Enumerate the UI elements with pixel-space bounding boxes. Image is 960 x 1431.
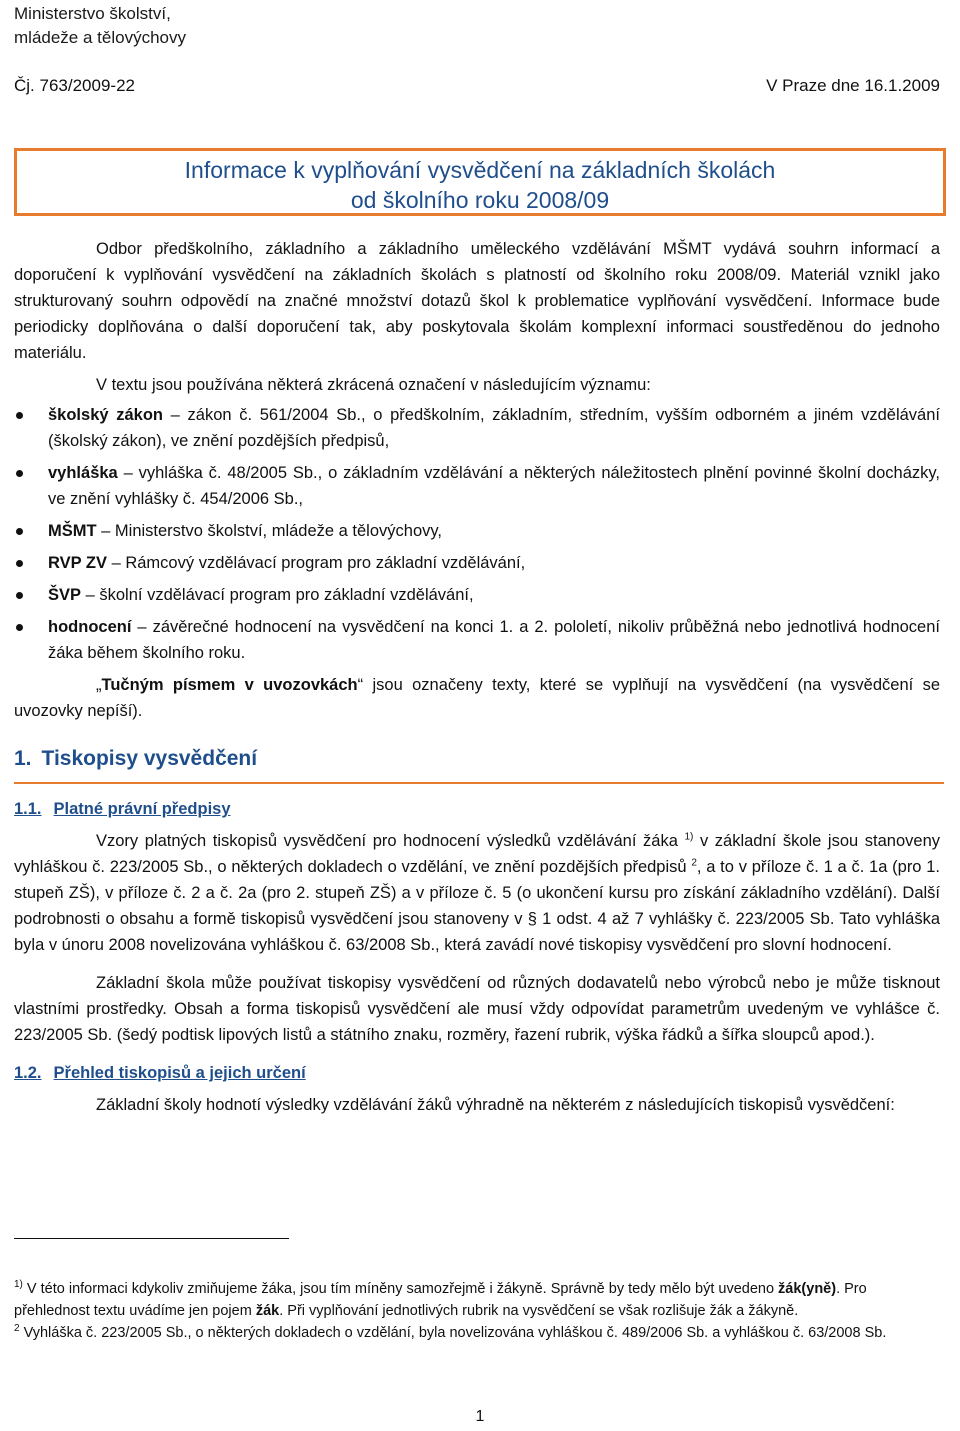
section-heading-1 [14, 746, 944, 784]
definition-term: ŠVP [48, 586, 82, 604]
subsection-number: 1.2. [14, 1064, 42, 1082]
definition-text: – Ministerstvo školství, mládeže a tělovýchovy, [96, 522, 442, 540]
list-item [14, 460, 940, 512]
section-title: Tiskopisy vysvědčení [41, 747, 258, 770]
definition-term: MŠMT [48, 522, 97, 540]
definition-text: – zákon č. 561/2004 Sb., o předškolním, základním, středním, vyšším odborném a jiném vzdělávání (školský zákon), ve znění pozdějších předpisů, [48, 406, 940, 450]
close-quote: “ [357, 676, 364, 694]
definition-term: hodnocení [48, 618, 132, 636]
note-text: jsou označeny texty, které se vyplňují na vysvědčení (na vysvědčení se uvozovky nepíší). [14, 676, 941, 720]
definition-text: – školní vzdělávací program pro základní vzdělávání, [81, 586, 474, 604]
section-heading-1-2 [14, 1060, 940, 1086]
list-item [14, 518, 940, 544]
footnote-mark-1: 1) [14, 1279, 23, 1291]
bold-run: žák [255, 1303, 280, 1319]
list-item [14, 402, 940, 454]
definition-term: RVP ZV [48, 554, 107, 572]
text-run: Vyhláška č. 223/2005 Sb., o některých dokladech o vzdělání, byla novelizována vyhláškou č. 489/2006 Sb. a vyhláškou č. 63/2008 Sb. [19, 1325, 887, 1341]
section-heading-1-1 [14, 796, 940, 822]
forms-paragraph: Základní škola může používat tiskopisy vysvědčení od různých dodavatelů nebo výrobců nebo je může tisknout vlastními prostředky. Obsah a forma tiskopisů vysvědčení ale musí vždy odpovídat parametrům uvedeným ve vyhlášce č. 223/2005 Sb. (šedý podtisk lipových listů a státního znaku, rozměry, řazení rubrik, výška řádků a šířka sloupců apod.). [14, 974, 940, 1044]
reference-row [14, 74, 940, 98]
text-run: V této informaci kdykoliv zmiňujeme žáka, jsou tím míněny samozřejmě i žákyně. Správně by tedy mělo být uvedeno [22, 1281, 779, 1297]
reference-number: Čj. 763/2009-22 [14, 76, 135, 95]
document-title [14, 148, 946, 216]
text-run: . Při vyplňování jednotlivých rubrik na vysvědčení se však rozlišuje žák a žákyně. [279, 1303, 799, 1319]
ministry-name [14, 2, 186, 50]
subsection-title: Přehled tiskopisů a jejich určení [53, 1064, 306, 1082]
title-line-1: Informace k vyplňování vysvědčení na základních školách [184, 157, 776, 183]
definition-text: – Rámcový vzdělávací program pro základní vzdělávání, [107, 554, 526, 572]
subsection-title: Platné právní předpisy [53, 800, 231, 818]
definition-term: vyhláška [48, 464, 118, 482]
open-quote: „ [96, 676, 102, 694]
footnote-1 [14, 1278, 939, 1322]
ministry-line-2: mládeže a tělovýchovy [14, 28, 186, 47]
footnote-mark-2: 2 [14, 1323, 20, 1335]
definition-term: školský zákon [48, 406, 163, 424]
text-run: . Pro přehlednost textu uvádíme jen pojem [14, 1281, 867, 1319]
note-bold: Tučným písmem v uvozovkách [101, 676, 358, 694]
definitions-list [14, 402, 940, 666]
bold-text-note [14, 672, 940, 724]
footnote-ref-2: 2 [691, 857, 697, 869]
list-item [14, 550, 940, 576]
overview-paragraph: Základní školy hodnotí výsledky vzdělávání žáků výhradně na některém z následujících tiskopisů vysvědčení: [96, 1096, 895, 1114]
footnotes [14, 1278, 939, 1344]
bold-run: žák(yně) [778, 1281, 837, 1297]
footnote-ref-1: 1) [684, 831, 694, 843]
ministry-line-1: Ministerstvo školství, [14, 4, 171, 23]
abbreviations-intro: V textu jsou používána některá zkrácená označení v následujícím významu: [96, 376, 651, 394]
document-body [14, 236, 940, 1118]
title-line-2: od školního roku 2008/09 [350, 187, 610, 213]
intro-paragraph: Odbor předškolního, základního a základního uměleckého vzdělávání MŠMT vydává souhrn informací a doporučení k vyplňování vysvědčení na základních školách s platností od školního roku 2008/09. Materiál vznikl jako strukturovaný souhrn odpovědí na značné množství dotazů škol k problematice vyplňování vysvědčení. Informace bude periodicky doplňována o další doporučení tak, aby poskytovala školám komplexní informaci soustředěnou do jednoho materiálu. [14, 240, 940, 362]
list-item [14, 614, 940, 666]
list-item [14, 582, 940, 608]
regulations-paragraph [14, 828, 940, 958]
text-run: v základní škole jsou stanoveny vyhláškou č. 223/2005 Sb., o některých dokladech o vzdělání, ve znění pozdějších předpisů [14, 832, 940, 876]
footnote-2 [14, 1322, 939, 1344]
subsection-number: 1.1. [14, 800, 42, 818]
section-number: 1. [14, 747, 32, 770]
definition-text: – vyhláška č. 48/2005 Sb., o základním vzdělávání a některých náležitostech plnění povinné školní docházky, ve znění vyhlášky č. 454/2006 Sb., [48, 464, 940, 508]
footnote-separator [14, 1238, 289, 1239]
text-run: Vzory platných tiskopisů vysvědčení pro hodnocení výsledků vzdělávání žáka [96, 832, 685, 850]
place-date: V Praze dne 16.1.2009 [766, 76, 940, 95]
definition-text: – závěrečné hodnocení na vysvědčení na konci 1. a 2. pololetí, nikoliv průběžná nebo jednotlivá hodnocení žáka během školního roku. [48, 618, 940, 662]
page-number: 1 [475, 1408, 485, 1425]
text-run: , a to v příloze č. 1 a č. 1a (pro 1. stupeň ZŠ), v příloze č. 2 a č. 2a (pro 2. stupeň ZŠ) a v příloze č. 5 (o ukončení kursu pro získání základního vzdělání). Další podrobnosti o obsahu a formě tiskopisů vysvědčení jsou stanoveny v § 1 odst. 4 až 7 vyhlášky č. 223/2005 Sb. Tato vyhláška byla v únoru 2008 novelizována vyhláškou č. 63/2008 Sb., která zavádí nové tiskopisy vysvědčení pro slovní hodnocení. [14, 858, 941, 954]
